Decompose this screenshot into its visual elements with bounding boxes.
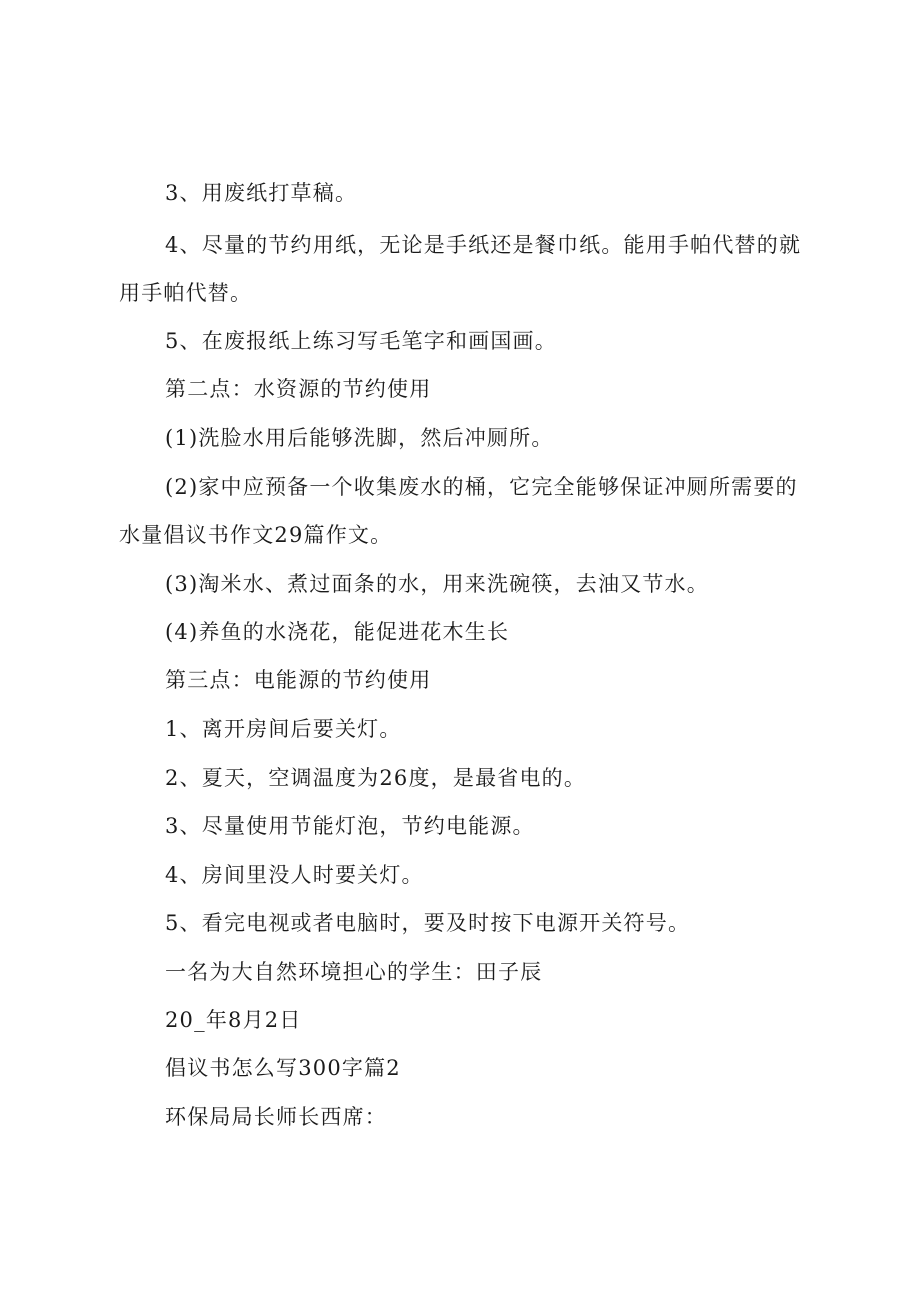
- paragraph: (1)洗脸水用后能够洗脚，然后冲厕所。: [165, 426, 554, 450]
- paragraph: 4、尽量的节约用纸，无论是手纸还是餐巾纸。能用手帕代替的就用手帕代替。: [119, 233, 802, 305]
- paragraph: (4)养鱼的水浇花，能促进花木生长: [165, 620, 510, 644]
- paragraph: 2、夏天，空调温度为26度，是最省电的。: [165, 766, 587, 790]
- paragraph: (3)淘米水、煮过面条的水，用来洗碗筷，去油又节水。: [165, 572, 709, 596]
- section-heading: 第三点：电能源的节约使用: [165, 668, 432, 692]
- paragraph: 1、离开房间后要关灯。: [165, 717, 402, 741]
- salutation: 环保局局长师长西席：: [165, 1105, 387, 1129]
- date-line: 20_年8月2日: [165, 1008, 302, 1032]
- section-title: 倡议书怎么写300字篇2: [165, 1056, 401, 1080]
- signature-line: 一名为大自然环境担心的学生：田子辰: [165, 960, 543, 984]
- section-heading: 第二点：水资源的节约使用: [165, 377, 432, 401]
- paragraph: 5、在废报纸上练习写毛笔字和画国画。: [165, 329, 557, 353]
- paragraph: 5、看完电视或者电脑时，要及时按下电源开关符号。: [165, 911, 691, 935]
- paragraph: 4、房间里没人时要关灯。: [165, 863, 424, 887]
- paragraph: 3、用废纸打草稿。: [165, 181, 358, 205]
- paragraph: 3、尽量使用节能灯泡，节约电能源。: [165, 814, 535, 838]
- paragraph: (2)家中应预备一个收集废水的桶，它完全能够保证冲厕所需要的水量倡议书作文29篇作文。: [119, 475, 798, 547]
